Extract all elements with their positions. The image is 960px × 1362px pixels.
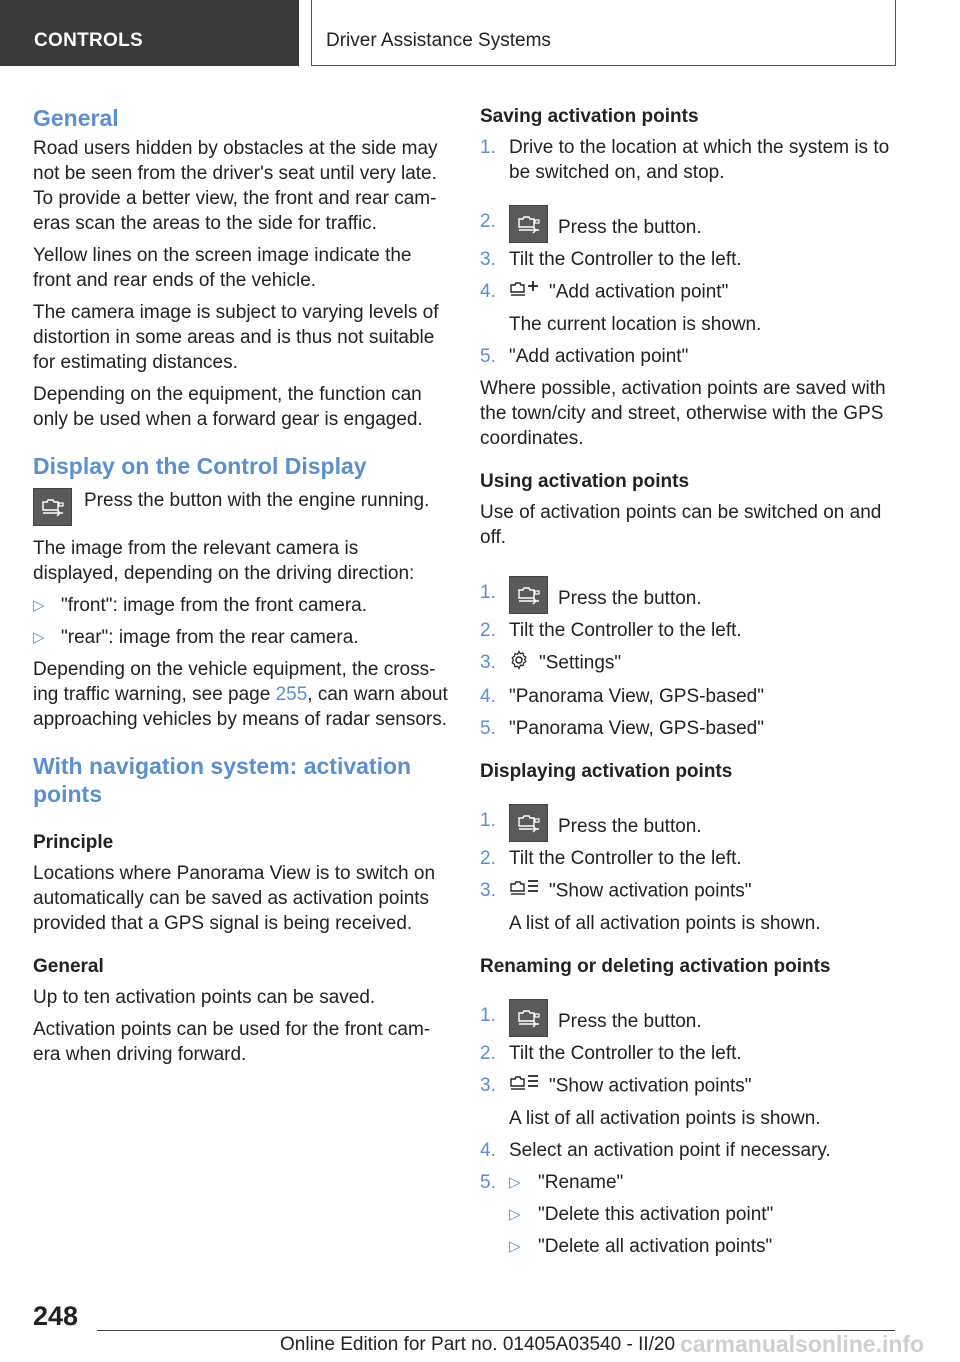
display-paragraph-2: Depending on the vehicle equipment, the cross‐ing traffic warning, see page 255, can warn about approaching vehicles by means of radar sensors. (33, 659, 448, 730)
triangle-bullet-icon: ▷ (33, 597, 45, 614)
using-heading: Using activation points (480, 471, 690, 492)
general2-paragraph-2: Activation points can be used for the front cam‐era when driving forward. (33, 1019, 431, 1065)
displaying-heading: Displaying activation points (480, 761, 733, 782)
triangle-bullet-icon: ▷ (509, 1238, 521, 1255)
general2-heading: General (33, 956, 104, 977)
general-paragraph-2: Yellow lines on the screen image indicate the front and rear ends of the vehicle. (33, 245, 412, 291)
right-column (480, 104, 900, 1266)
principle-paragraph: Locations where Panorama View is to switch on automatically can be saved as activation points provided that a GPS signal is being received. (33, 863, 436, 934)
list-item: 2. Press the button. (480, 195, 900, 240)
list-item: 1. Press the button. (480, 794, 900, 839)
using-steps (480, 566, 900, 741)
saving-heading: Saving activation points (480, 106, 699, 127)
list-item: 4. "Panorama View, GPS-based" (480, 686, 764, 707)
saving-steps (480, 135, 900, 369)
list-item: 5. ▷ "Rename" ▷ "Delete this activation point" ▷ "Delete all activation points" (480, 1170, 900, 1259)
panorama-camera-button-icon (509, 999, 548, 1037)
triangle-bullet-icon: ▷ (509, 1174, 521, 1191)
general-heading: General (33, 105, 119, 131)
panorama-camera-button-icon (509, 804, 548, 842)
list-item: 3. "Settings" (480, 650, 900, 677)
panorama-camera-button-icon (509, 576, 548, 614)
panorama-camera-button-icon (33, 488, 72, 526)
general-paragraph-4: Depending on the equipment, the function can only be used when a forward gear is engaged. (33, 384, 423, 430)
show-activation-points-icon (509, 878, 539, 905)
chapter-tab (311, 0, 896, 66)
list-item: 2. Tilt the Controller to the left. (480, 620, 742, 641)
display-paragraph-1: The image from the relevant camera is displayed, depending on the driving direction: (33, 538, 415, 584)
principle-heading: Principle (33, 832, 114, 853)
list-item: 1. Press the button. (480, 989, 900, 1034)
list-item: ▷ "Rename" (509, 1172, 624, 1193)
rename-options (509, 1170, 900, 1259)
list-item: ▷ "Delete all activation points" (509, 1236, 773, 1257)
page-reference-link[interactable]: 255 (275, 684, 308, 705)
saving-paragraph: Where possible, activation points are saved with the town/city and street, otherwise with the GPS coordinates. (480, 378, 886, 449)
page-number: 248 (33, 1301, 79, 1331)
renaming-heading: Renaming or deleting activation points (480, 956, 831, 977)
renaming-steps (480, 989, 900, 1259)
watermark: carmanualsonline.info (680, 1331, 925, 1357)
display-heading: Display on the Control Display (33, 453, 367, 479)
chapter-title: Driver Assistance Systems (326, 30, 551, 51)
general-paragraph-3: The camera image is subject to varying levels of distortion in some areas and is thus not suitable for estimating distances. (33, 302, 439, 373)
list-item: 3. "Show activation points" A list of all activation points is shown. (480, 880, 821, 934)
direction-list (33, 593, 449, 650)
panorama-camera-button-icon (509, 205, 548, 243)
list-item: ▷ "rear": image from the rear camera. (33, 627, 359, 648)
general2-paragraph-1: Up to ten activation points can be saved. (33, 987, 376, 1008)
show-activation-points-icon (509, 1073, 539, 1100)
list-item: 5. "Panorama View, GPS-based" (480, 718, 764, 739)
list-item: 4. Select an activation point if necessary. (480, 1140, 831, 1161)
displaying-steps (480, 794, 900, 936)
triangle-bullet-icon: ▷ (509, 1206, 521, 1223)
list-item: ▷ "Delete this activation point" (509, 1204, 774, 1225)
section-title: CONTROLS (34, 30, 144, 51)
settings-gear-icon (509, 650, 529, 677)
display-button-text: Press the button with the engine running. (84, 490, 430, 511)
general-paragraph-1: Road users hidden by obstacles at the side may not be seen from the driver's seat until very late. To provide a better view, the front and rear cam‐eras scan the areas to the side for traffic. (33, 138, 438, 234)
left-column (33, 104, 449, 1074)
add-activation-point-icon (509, 279, 539, 306)
using-paragraph: Use of activation points can be switched on and off. (480, 502, 882, 548)
triangle-bullet-icon: ▷ (33, 629, 45, 646)
page-header (0, 0, 960, 66)
list-item: 2. Tilt the Controller to the left. (480, 1043, 742, 1064)
list-item: 3. "Show activation points" A list of all activation points is shown. (480, 1075, 821, 1129)
navigation-heading: With navigation system: activation points (33, 753, 412, 807)
list-item: 1. Drive to the location at which the system is to be switched on, and stop. (480, 137, 890, 183)
list-item: 4. "Add activation point" The current location is shown. (480, 281, 762, 335)
edition-text: Online Edition for Part no. 01405A03540 - II/20 (280, 1334, 676, 1355)
section-tab (0, 0, 299, 66)
list-item: 3. Tilt the Controller to the left. (480, 249, 742, 270)
display-button-instruction (33, 488, 449, 526)
list-item: 5. "Add activation point" (480, 346, 689, 367)
list-item: 2. Tilt the Controller to the left. (480, 848, 742, 869)
list-item: ▷ "front": image from the front camera. (33, 595, 367, 616)
list-item: 1. Press the button. (480, 566, 900, 611)
